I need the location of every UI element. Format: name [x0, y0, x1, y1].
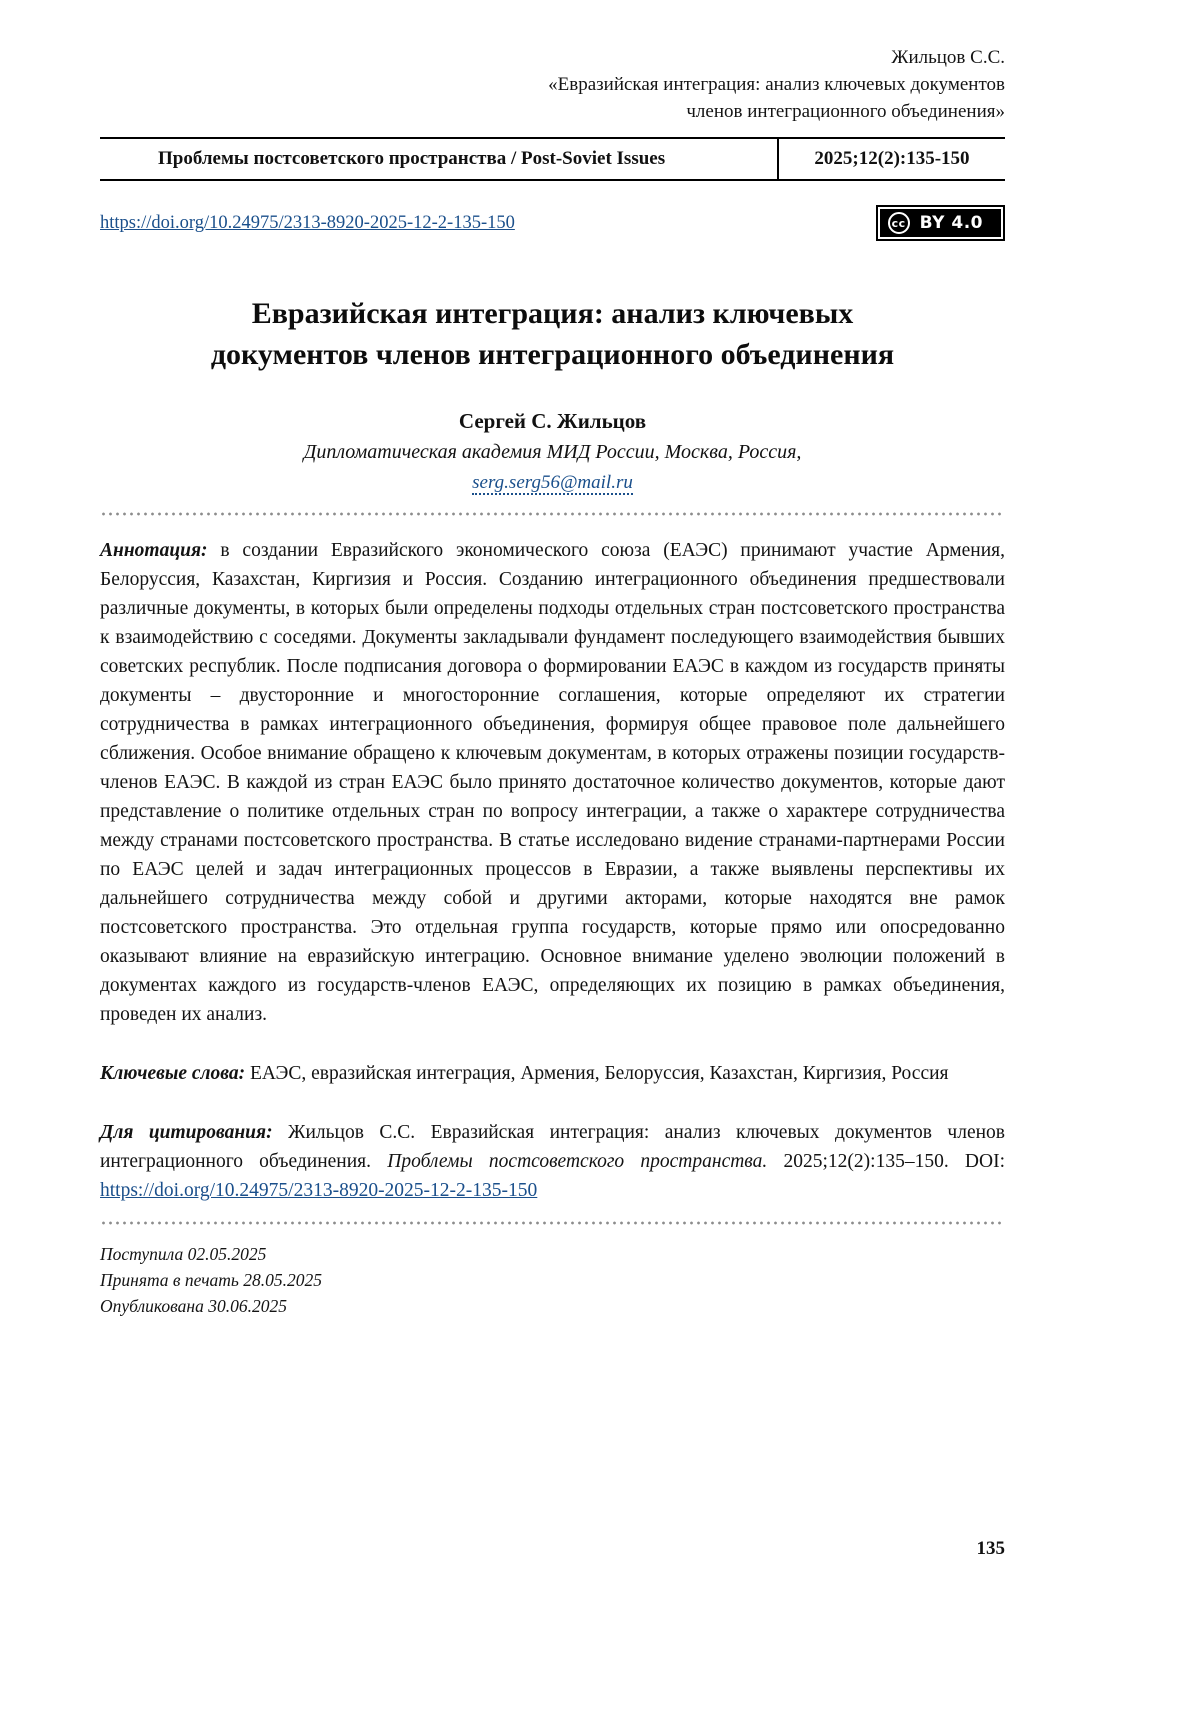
keywords-label: Ключевые слова:	[100, 1063, 246, 1084]
journal-name: Проблемы постсоветского пространства / Post-Soviet Issues	[158, 148, 666, 169]
keywords-paragraph	[100, 1059, 1005, 1088]
license-label: BY 4.0	[919, 213, 983, 233]
doi-link[interactable]: https://doi.org/10.24975/2313-8920-2025-12-2-135-150	[100, 212, 515, 233]
running-head-author: Жильцов С.С.	[891, 47, 1005, 68]
published-date: Опубликована 30.06.2025	[100, 1296, 287, 1316]
dotted-divider-bottom	[100, 1221, 1005, 1225]
article-title-line2: документов членов интеграционного объединения	[210, 338, 895, 371]
issue-info: 2025;12(2):135-150	[777, 139, 1005, 179]
creative-commons-icon: cc	[888, 212, 910, 234]
citation-issue-text: 2025;12(2):135–150. DOI:	[783, 1151, 1006, 1172]
citation-text: Жильцов С.С. Евразийская интеграция: анализ ключевых документов членов интеграционного объединения.	[100, 1122, 1006, 1172]
citation-paragraph	[100, 1118, 1005, 1205]
article-title	[100, 293, 1005, 375]
abstract-paragraph	[100, 536, 1005, 1029]
citation-doi-link[interactable]: https://doi.org/10.24975/2313-8920-2025-12-2-135-150	[100, 1180, 538, 1201]
email-row	[100, 470, 1005, 496]
page-content	[100, 0, 1005, 1319]
running-head-title-line2: членов интеграционного объединения»	[686, 101, 1005, 122]
cc-by-license-badge-inner	[880, 209, 1001, 237]
author-name: Сергей С. Жильцов	[458, 409, 647, 433]
journal-bar	[100, 137, 1005, 181]
running-head-title-line1: «Евразийская интеграция: анализ ключевых документов	[548, 74, 1005, 95]
abstract-text: в создании Евразийского экономического союза (ЕАЭС) принимают участие Армения, Белоруссия, Казахстан, Киргизия и Россия. Созданию интеграционного объединения предшествовали различные документы, в которых были определены подходы отдельных стран постсоветского пространства к взаимодействию с соседями. Документы закладывали фундамент последующего взаимодействия бывших советских республик. После подписания договора о формировании ЕАЭС в каждом из государств приняты документы – двусторонние и многосторонние соглашения, которые определяют их стратегии сотрудничества в рамках интеграционного объединения, формируя общее правовое поле дальнейшего сближения. Особое внимание обращено к ключевым документам, в которых отражены позиции государств-членов ЕАЭС. В каждой из стран ЕАЭС было принято достаточное количество документов, которые дают представление о политике отдельных стран по вопросу интеграции, а также о характере сотрудничества между странами постсоветского пространства. В статье исследовано видение странами-партнерами России по ЕАЭС целей и задач интеграционных процессов в Евразии, а также выявлены перспективы их дальнейшего сотрудничества между собой и другими акторами, которые находятся вне рамок постсоветского пространства. Это отдельная группа государств, которые прямо или опосредованно оказывают влияние на евразийскую интеграцию. Основное внимание уделено эволюции положений в документах каждого из государств-членов ЕАЭС, определяющих их позицию в рамках объединения, проведен их анализ.	[100, 540, 1005, 1025]
dotted-divider-top	[100, 512, 1005, 516]
received-date: Поступила 02.05.2025	[100, 1244, 267, 1264]
doi-row	[100, 205, 1005, 241]
citation-journal-name: Проблемы постсоветского пространства.	[387, 1151, 768, 1172]
keywords-text: ЕАЭС, евразийская интеграция, Армения, Белоруссия, Казахстан, Киргизия, Россия	[249, 1063, 949, 1084]
author-affiliation: Дипломатическая академия МИД России, Москва, Россия,	[303, 441, 802, 463]
article-title-line1: Евразийская интеграция: анализ ключевых	[251, 297, 854, 330]
author-email-link[interactable]: serg.serg56@mail.ru	[472, 472, 633, 493]
cc-by-license-badge[interactable]	[876, 205, 1005, 241]
running-head	[100, 44, 1005, 125]
article-history	[100, 1241, 1005, 1319]
page-number: 135	[976, 1538, 1005, 1559]
accepted-date: Принята в печать 28.05.2025	[100, 1270, 323, 1290]
abstract-label: Аннотация:	[100, 540, 208, 561]
citation-label: Для цитирования:	[100, 1122, 273, 1143]
